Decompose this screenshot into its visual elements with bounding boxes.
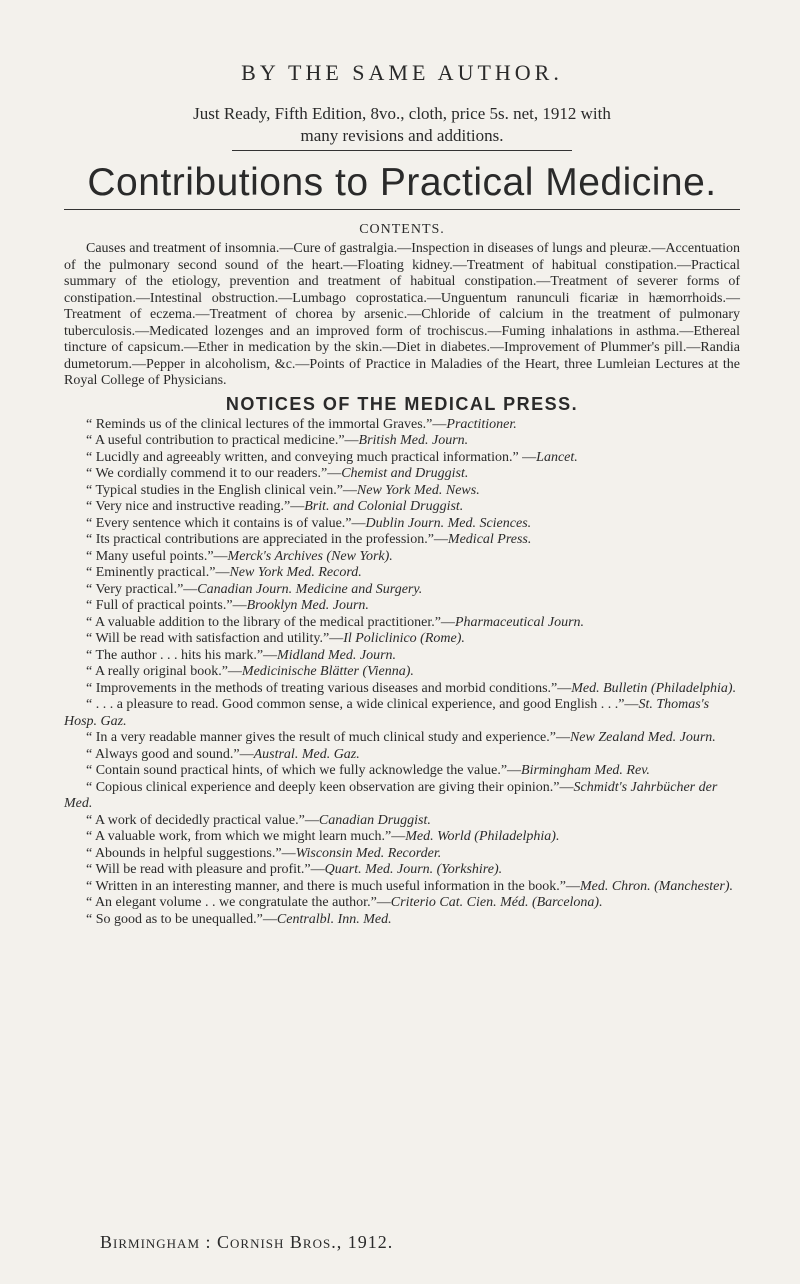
review-item (64, 846, 740, 863)
review-source: Criterio Cat. Cien. Méd. (Barcelona). (390, 895, 603, 910)
review-quote: “ In a very readable manner gives the result of much clinical study and experience.”— (86, 730, 570, 745)
review-item (64, 862, 740, 879)
review-item (64, 730, 740, 747)
divider-long (64, 209, 740, 210)
review-source: Practitioner. (446, 416, 517, 432)
book-title: Contributions to Practical Medicine. (87, 161, 717, 204)
review-source: Chemist and Druggist. (341, 466, 469, 481)
review-source: Med. Chron. (Manchester). (579, 878, 733, 894)
review-item (64, 582, 740, 599)
review-source: Medical Press. (447, 532, 532, 547)
review-source: Canadian Druggist. (318, 812, 431, 828)
review-quote: “ Very practical.”— (86, 581, 198, 597)
review-item (64, 483, 740, 500)
review-item (64, 433, 740, 450)
review-source: Lancet. (536, 449, 578, 465)
review-list (64, 417, 740, 929)
review-quote: “ A work of decidedly practical value.”— (86, 812, 319, 828)
review-source: Med. World (Philadelphia). (405, 829, 560, 844)
review-quote: “ Always good and sound.”— (86, 746, 254, 762)
notices-heading: NOTICES OF THE MEDICAL PRESS. (225, 393, 579, 414)
contents-text: Causes and treatment of insomnia.—Cure of gastralgia.—Inspection in diseases of lungs and pleuræ.—Accentuation of the pulmonary second sound of the heart.—Floating kidney.—Treatment of habitual constipation.—Practical summary of the etiology, prevention and treatment of habitual constipation.—Treatment of severer forms of constipation.—Intestinal obstruction.—Lumbago coprostatica.—Unguentum ranunculi ficariæ in hæmorrhoids.—Treatment of eczema.—Treatment of chorea by arsenic.—Chloride of calcium in the treatment of pulmonary tuberculosis.—Medicated lozenges and an improved form of trochiscus.—Fuming inhalations in asthma.—Ethereal tincture of capsicum.—Ether in medication by the skin.—Diet in diabetes.—Improvement of Plummer's pill.—Randia dumetorum.—Pepper in alcoholism, &c.—Points of Practice in Maladies of the Heart, three Lumleian Lectures at the Royal College of Physicians. (64, 241, 740, 388)
review-quote: “ Lucidly and agreeably written, and conveying much practical information.” — (86, 449, 537, 465)
review-quote: “ . . . a pleasure to read. Good common sense, a wide clinical experience, and good English . . .”— (86, 697, 639, 712)
divider-short (232, 150, 572, 151)
review-source: Austral. Med. Gaz. (253, 746, 360, 762)
review-source: Centralbl. Inn. Med. (276, 911, 392, 927)
review-quote: “ A valuable addition to the library of the medical practitioner.”— (86, 614, 455, 630)
review-item (64, 565, 740, 582)
review-item (64, 532, 740, 549)
review-source: St. Thomas's Hosp. Gaz. (64, 697, 710, 729)
review-source: Wisconsin Med. Recorder. (295, 845, 442, 861)
review-quote: “ Improvements in the methods of treating various diseases and morbid conditions.”— (86, 680, 572, 696)
edition-subline: many revisions and additions. (300, 126, 504, 145)
edition-line: Just Ready, Fifth Edition, 8vo., cloth, price 5s. net, 1912 with (193, 104, 611, 123)
review-item (64, 516, 740, 533)
review-quote: “ A useful contribution to practical medicine.”— (86, 433, 359, 448)
review-item (64, 763, 740, 780)
review-quote: “ Written in an interesting manner, and there is much useful information in the book.”— (86, 878, 580, 894)
review-quote: “ A really original book.”— (86, 664, 242, 679)
review-quote: “ Contain sound practical hints, of which we fully acknowledge the value.”— (86, 763, 522, 778)
review-item (64, 631, 740, 648)
review-quote: “ An elegant volume . . we congratulate the author.”— (86, 895, 391, 910)
review-source: Dublin Journ. Med. Sciences. (365, 515, 532, 531)
review-quote: “ A valuable work, from which we might learn much.”— (86, 829, 406, 844)
review-quote: “ Will be read with satisfaction and utility.”— (86, 631, 344, 646)
review-item (64, 499, 740, 516)
review-source: New York Med. Record. (229, 565, 362, 580)
review-item (64, 681, 740, 698)
contents-heading: CONTENTS. (359, 222, 445, 237)
review-source: Brit. and Colonial Druggist. (304, 499, 464, 514)
publisher-footer: Birmingham : Cornish Bros., 1912. (100, 1232, 394, 1252)
review-item (64, 780, 740, 813)
review-item (64, 450, 740, 467)
review-quote: “ So good as to be unequalled.”— (86, 911, 277, 927)
review-source: Schmidt's Jahrbücher der Med. (64, 779, 718, 811)
review-source: Medicinische Blätter (Vienna). (241, 664, 414, 679)
review-source: New Zealand Med. Journ. (569, 730, 716, 745)
review-item (64, 664, 740, 681)
review-quote: “ Every sentence which it contains is of value.”— (86, 515, 366, 531)
review-source: Canadian Journ. Medicine and Surgery. (197, 581, 423, 597)
review-quote: “ Reminds us of the clinical lectures of the immortal Graves.”— (86, 416, 447, 432)
review-source: Quart. Med. Journ. (Yorkshire). (324, 862, 503, 877)
review-quote: “ Eminently practical.”— (86, 565, 230, 580)
review-item (64, 648, 740, 665)
review-source: New York Med. News. (356, 482, 480, 498)
review-item (64, 598, 740, 615)
review-quote: “ Typical studies in the English clinical vein.”— (86, 482, 357, 498)
review-quote: “ Its practical contributions are appreciated in the profession.”— (86, 532, 448, 547)
review-source: Midland Med. Journ. (277, 647, 397, 663)
review-quote: “ Copious clinical experience and deeply keen observation are giving their opinion.”— (86, 779, 574, 795)
review-item (64, 747, 740, 764)
review-quote: “ We cordially commend it to our readers.”— (86, 466, 342, 481)
review-source: Med. Bulletin (Philadelphia). (571, 680, 737, 696)
review-source: British Med. Journ. (358, 433, 469, 448)
review-item (64, 829, 740, 846)
review-item (64, 549, 740, 566)
review-source: Merck's Archives (New York). (227, 548, 393, 564)
review-quote: “ Very nice and instructive reading.”— (86, 499, 305, 514)
author-heading: BY THE SAME AUTHOR. (241, 60, 563, 85)
review-item (64, 697, 740, 730)
review-item (64, 879, 740, 896)
review-item (64, 912, 740, 929)
review-item (64, 813, 740, 830)
review-source: Brooklyn Med. Journ. (246, 598, 369, 613)
review-source: Birmingham Med. Rev. (521, 763, 650, 778)
review-item (64, 466, 740, 483)
review-quote: “ Will be read with pleasure and profit.”— (86, 862, 325, 877)
review-quote: “ Many useful points.”— (86, 548, 228, 564)
review-quote: “ Abounds in helpful suggestions.”— (86, 845, 296, 861)
review-quote: “ The author . . . hits his mark.”— (86, 647, 278, 663)
review-quote: “ Full of practical points.”— (86, 598, 247, 613)
review-source: Il Policlinico (Rome). (343, 631, 465, 646)
review-source: Pharmaceutical Journ. (454, 614, 585, 630)
review-item (64, 895, 740, 912)
review-item (64, 615, 740, 632)
review-item (64, 417, 740, 434)
